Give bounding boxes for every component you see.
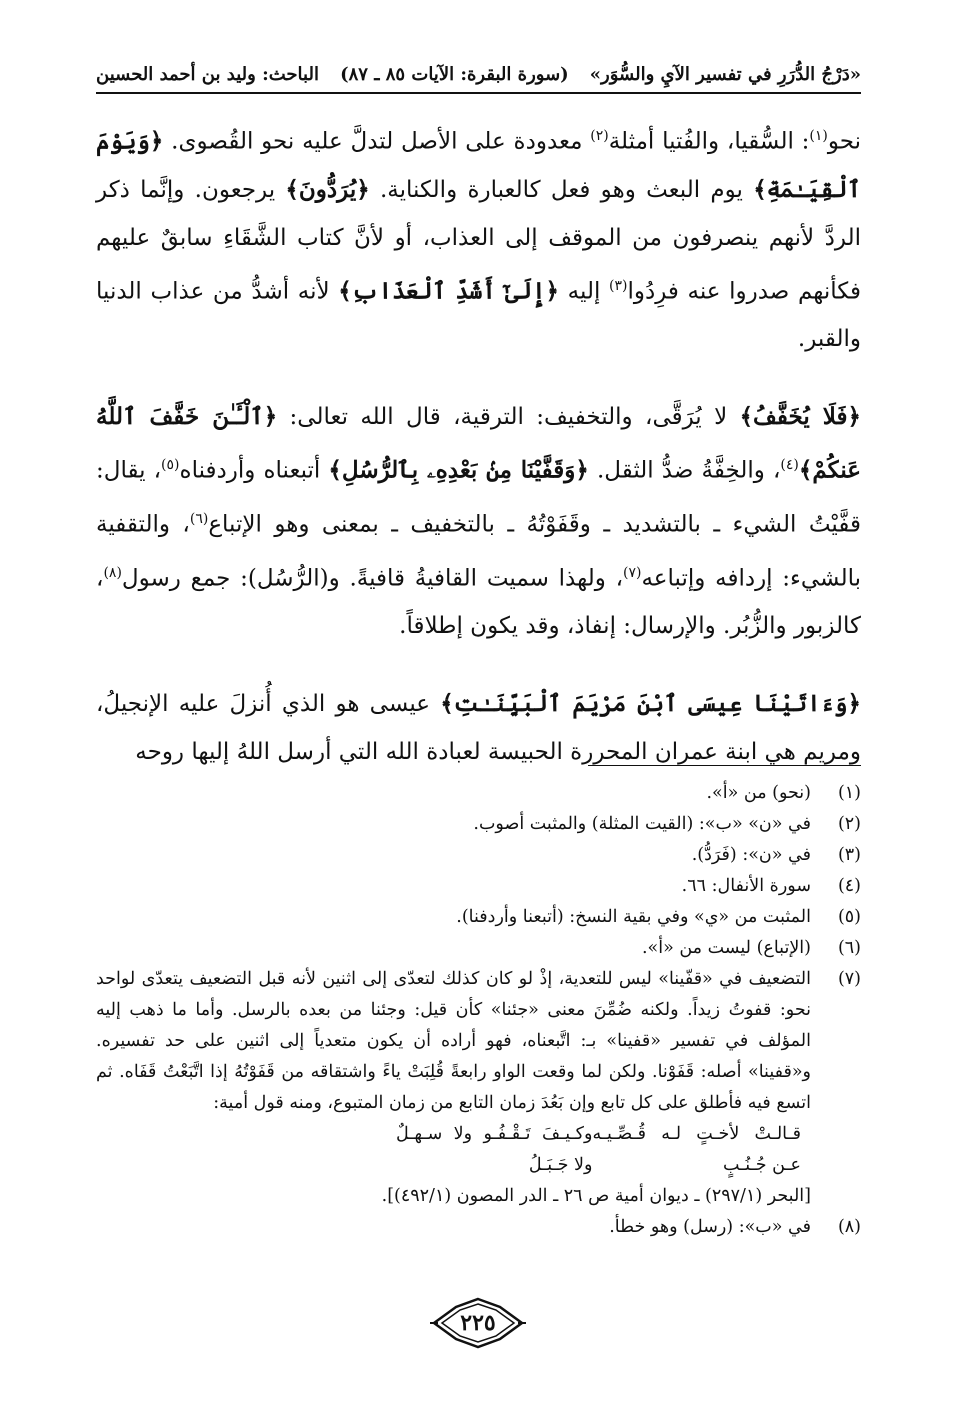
footnote [96, 809, 861, 840]
footnote-number: (٢) [837, 814, 861, 834]
footnote-line: (نحو) من «أ». [706, 783, 811, 803]
verse-hemistich: وكـيـفَ تَـقْـفُـو ولا سـهـلٌ ولا جَـبَـلُ [396, 1124, 593, 1175]
header-author: الباحث: وليد بن أحمد الحسين [96, 63, 319, 85]
text-run: ، يقال: قفَّيْتُ الشيء ـ بالتشديد ـ وقَفَوْتُهُ ـ بالتخفيف ـ بمعنى وهو الإتباع [96, 457, 861, 538]
text-run: ، ولهذا سميت القافيةُ قافيةً. و(الرُّسُل): جمع رسول [121, 565, 623, 592]
text-run: ، كالزبور والزُّبُر. والإرسال: إنفاذ، وقد يكون إطلاقاً. [96, 565, 861, 640]
running-header [96, 58, 861, 90]
footnote-reference: (٥) [161, 457, 180, 474]
footnote [96, 964, 861, 1212]
header-rule [96, 92, 861, 94]
footnote-text [96, 964, 811, 1212]
footnote-reference: (٣) [608, 277, 628, 294]
text-run: : السُّقيا، والفُتيا أمثلة [608, 128, 810, 155]
body-paragraph [96, 393, 861, 650]
footnote-text [96, 840, 811, 871]
footnote-line: سورة الأنفال: ٦٦. [681, 876, 811, 896]
footnote-text [96, 1212, 811, 1243]
quran-verse: ﴿يُرَدُّونَ﴾ [285, 175, 370, 203]
footnote-reference: (٤) [780, 457, 799, 474]
text-run: معدودة على الأصل لتدلَّ عليه نحو القُصوى. [163, 128, 591, 155]
footnote-text [96, 933, 811, 964]
quran-verse: ﴿وَقَفَّيْنَا مِنۢ بَعْدِهِۦ بِٱلرُّسُلِ﴾ [328, 456, 589, 484]
quran-verse: ﴿فَلَا يُخَفَّفُ﴾ [739, 403, 861, 431]
body-paragraph [96, 112, 861, 363]
footnote-line: المثبت من «ي» وفي بقية النسخ: (أتبعنا وأردفنا). [456, 907, 811, 927]
footnote-line: (الإتباع) ليست من «أ». [641, 938, 811, 958]
footnotes [96, 778, 861, 1243]
verse-hemistich: قـالـتْ لأخـتٍ لـه قُـصِّـيـه عـن جُـنُـبٍ [592, 1124, 801, 1175]
text-run: يرجعون. وإنَّما ذكر الردَّ لأنهم ينصرفون من الموقف إلى العذاب، أو لأنَّ كتاب الشَّقَاءِ سابقٌ عليهم فكأنهم صدروا عنه فرِدُوا [96, 176, 861, 305]
text-run: ، والتقفية بالشيء: إردافه وإتباعه [96, 511, 861, 592]
quran-verse: ﴿وَيَوْمَ ٱلْقِيَـٰمَةِ﴾ [96, 127, 861, 203]
footnote [96, 902, 861, 933]
footnote-line: في «ب»: (رسل) وهو خطأ. [609, 1217, 811, 1237]
footnote-number: (٦) [837, 938, 861, 958]
footnote-separator [588, 765, 861, 766]
footnote-text [96, 778, 811, 809]
text-run: ، والخِفَّةُ ضدُّ الثقل. [588, 457, 781, 484]
footnote-number: (٣) [837, 845, 861, 865]
footnote-number: (٤) [837, 876, 861, 896]
footnote-line: في «ن»: (فَرَدُّ). [691, 845, 811, 865]
footnote [96, 778, 861, 809]
text-run: عيسى هو الذي أُنزلَ عليه الإنجيلُ، ومريم هي ابنة عمران المحررة الحبيسة لعبادة الله التي أرسل اللهُ إليها روحه [96, 691, 861, 766]
footnote [96, 840, 861, 871]
footnote [96, 1212, 861, 1243]
poetry-verse [96, 1119, 811, 1181]
text-run: لأنه أشدُّ من عذاب الدنيا والقبر. [96, 278, 861, 353]
footnote-number: (٨) [837, 1217, 861, 1237]
quran-verse: ﴿ٱلْـَٔـٰنَ خَفَّفَ ٱللَّهُ عَنكُمْ﴾ [96, 403, 861, 484]
main-text [96, 112, 861, 776]
footnote-reference: (١) [809, 128, 828, 144]
body-paragraph [96, 680, 861, 776]
footnote-reference: (٦) [189, 510, 209, 527]
text-run: لا يُرَقَّى، والتخفيف: الترقية، قال الله تعالى: [277, 404, 740, 431]
footnote-number: (٧) [837, 969, 861, 989]
footnote-citation: [البحر (٢٩٧/١) ـ ديوان أمية ص ٢٦ ـ الدر المصون (٤٩٢/١)]. [381, 1186, 811, 1206]
header-book-title: «دَرْجُ الدُّرَرِ في تفسير الآيِ والسُّوَر» [589, 63, 861, 85]
text-run: إليه [559, 278, 609, 305]
quran-verse: ﴿إِلَىٰٓ أَشَدِّ ٱلْعَذَابِ﴾ [338, 277, 560, 305]
footnote-line: في «ن» «ب»: (القيت المثلة) والمثبت أصوب. [473, 814, 811, 834]
quran-verse: ﴿وَءَاتَيْنَا عِيسَى ٱبْنَ مَرْيَمَ ٱلْبَيِّنَـٰتِ﴾ [440, 690, 862, 718]
footnote [96, 871, 861, 902]
page-number: ٢٢٥ [460, 1310, 496, 1336]
footnote-line: التضعيف في «قفّينا» ليس للتعدية، إذْ لو كان كذلك لتعدّى إلى اثنين لأنه قبل التضعيف يتعدّى لواحد نحو: قفوتُ زيداً. ولكنه ضُمِّنَ معنى «جئنا» كأن قيل: وجئنا من بعده بالرسل. وأما ما ذهب إليه المؤلف في تفسير «قفينا» بـ: اتَّبعناه، فهو أراده أن يكون متعدياً إلى اثنين على حد تفسيره. و«قفينا» أصله: قَفَوْنا. ولكن لما وقعت الواو رابعةً قُلِبَتْ ياءً واشتقاقه من قَفَوْتُهُ إذا اتَّبَعْتُ قَفَاه. ثم اتسع فيه فأطلق على كل تابع وإن بَعُدَ زمان التابع من زمان المتبوع، ومنه قول أمية: [96, 969, 811, 1113]
footnote-text [96, 809, 811, 840]
text-run: أتبعناه وأردفناه [179, 457, 329, 484]
text-run: نحو [827, 128, 862, 155]
footnote-reference: (٧) [623, 564, 642, 581]
footnote-reference: (٨) [103, 564, 122, 581]
text-run: يوم البعث وهو فعل كالعبارة والكناية. [369, 176, 754, 203]
page-number-ornament [428, 1297, 528, 1349]
footnote-text [96, 871, 811, 902]
footnote-text [96, 902, 811, 933]
footnote-number: (١) [837, 783, 861, 803]
header-surah-range: (سورة البقرة: الآيات ٨٥ ـ ٨٧) [340, 63, 569, 85]
footnote-reference: (٢) [590, 128, 609, 144]
footnote-number: (٥) [837, 907, 861, 927]
footnote [96, 933, 861, 964]
